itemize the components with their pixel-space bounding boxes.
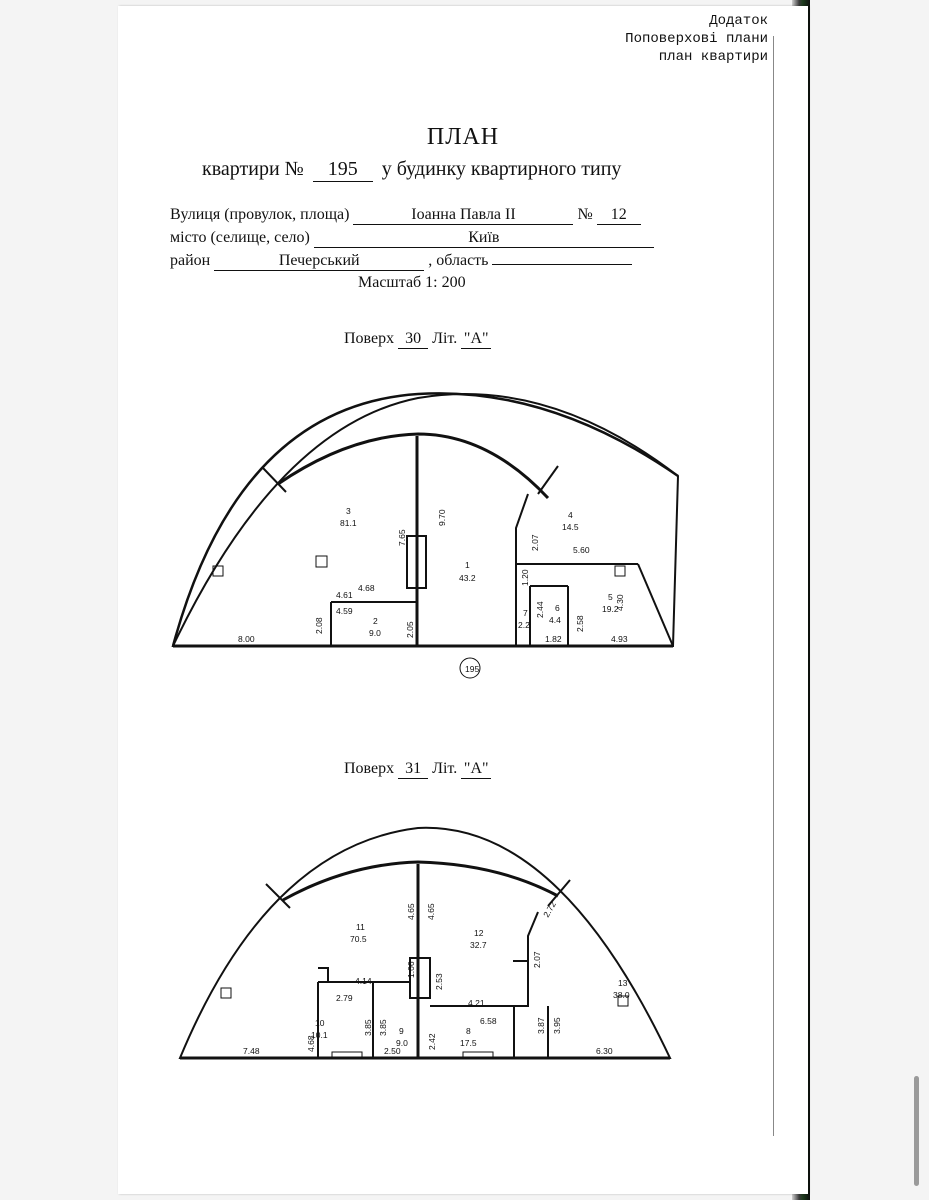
dimension: 4.68 — [306, 1035, 316, 1052]
dimension: 7.48 — [243, 1046, 260, 1056]
room-number: 6 — [555, 603, 560, 613]
dimension: 1.20 — [520, 569, 530, 586]
floor-31-labels — [243, 899, 630, 1056]
street-label: Вулиця (провулок, площа) — [170, 206, 350, 223]
dimension: 4.65 — [406, 903, 416, 920]
dimension: 2.07 — [530, 534, 540, 551]
city-label: місто (селище, село) — [170, 229, 310, 246]
room-number: 10 — [315, 1018, 325, 1028]
room-area: 70.5 — [350, 934, 367, 944]
room-number: 7 — [523, 608, 528, 618]
dimension: 2.50 — [384, 1046, 401, 1056]
floor-number: 30 — [398, 330, 428, 349]
district-label: район — [170, 252, 211, 269]
inner-arc — [283, 862, 558, 900]
dimension: 4.30 — [615, 594, 625, 611]
floor-label-prefix: Поверх — [344, 760, 395, 777]
dimension: 3.85 — [363, 1019, 373, 1036]
appendix-line-2: Поповерхові плани — [625, 31, 768, 47]
apartment-number: 195 — [313, 158, 373, 182]
room-number: 11 — [356, 922, 365, 932]
dimension: 2.05 — [405, 621, 415, 638]
dimension: 4.14 — [355, 976, 372, 986]
dimension: 4.61 — [336, 590, 353, 600]
room-number: 2 — [373, 616, 378, 626]
dimension: 2.72 — [541, 899, 559, 919]
floor-number: 31 — [398, 760, 428, 779]
dimension: 4.21 — [468, 998, 485, 1008]
room-number: 8 — [466, 1026, 471, 1036]
room-area: 9.0 — [369, 628, 381, 638]
room-number: 4 — [568, 510, 573, 520]
room-number: 12 — [474, 928, 484, 938]
dimension: 1.06 — [406, 961, 416, 978]
column-marker — [221, 988, 231, 998]
subtitle-prefix: квартири № — [202, 158, 304, 180]
dimension: 3.85 — [378, 1019, 388, 1036]
room-area: 4.4 — [549, 615, 561, 625]
dimension: 5.60 — [573, 545, 590, 555]
lit-value: "А" — [461, 330, 491, 349]
room-area: 38.0 — [613, 990, 630, 1000]
document-page — [118, 6, 808, 1194]
dimension: 2.44 — [535, 601, 545, 618]
room-area: 19.2 — [602, 604, 619, 614]
dimension: 4.65 — [426, 903, 436, 920]
lit-label: Літ. — [432, 330, 458, 347]
room-number: 9 — [399, 1026, 404, 1036]
dimension: 9.70 — [437, 509, 447, 526]
dimension: 4.93 — [611, 634, 628, 644]
dimension: 2.58 — [575, 615, 585, 632]
dimension: 3.95 — [552, 1017, 562, 1034]
room-8-wall — [430, 912, 538, 1006]
room-number: 13 — [618, 978, 628, 988]
dimension: 6.30 — [596, 1046, 613, 1056]
dimension: 3.87 — [536, 1017, 546, 1034]
dimension: 2.08 — [314, 617, 324, 634]
scrollbar-thumb[interactable] — [914, 1076, 919, 1186]
room-area: 43.2 — [459, 573, 476, 583]
dimension: 6.58 — [480, 1016, 497, 1026]
dimension: 4.68 — [358, 583, 375, 593]
dimension: 2.79 — [336, 993, 353, 1003]
floor-31-plan — [118, 6, 808, 1194]
room-number: 5 — [608, 592, 613, 602]
appendix-line-3: план квартири — [658, 49, 768, 65]
room-area: 17.5 — [460, 1038, 477, 1048]
scale-label: Масштаб 1: 200 — [358, 274, 466, 291]
room-area: 32.7 — [470, 940, 487, 950]
dimension: 8.00 — [238, 634, 255, 644]
region-label: , область — [428, 252, 489, 269]
dimension: 2.53 — [434, 973, 444, 990]
room-number: 1 — [465, 560, 470, 570]
dimension: 4.59 — [336, 606, 353, 616]
city-value: Київ — [314, 229, 654, 248]
room-area: 14.5 — [562, 522, 579, 532]
dimension: 7.65 — [397, 529, 407, 546]
room-area: 10.1 — [311, 1030, 328, 1040]
dimension: 1.82 — [545, 634, 562, 644]
dimension: 2.07 — [532, 951, 542, 968]
number-label: № — [577, 206, 593, 223]
street-value: Іоанна Павла II — [353, 206, 573, 225]
floor-label-prefix: Поверх — [344, 330, 395, 347]
apartment-marker: 195 — [465, 664, 480, 674]
district-value: Печерський — [214, 252, 424, 271]
corner-detail — [318, 968, 328, 982]
room-number: 3 — [346, 506, 351, 516]
dimension: 2.42 — [427, 1033, 437, 1050]
lit-label: Літ. — [432, 760, 458, 777]
document-title: ПЛАН — [426, 124, 500, 150]
subtitle-suffix: у будинку квартирного типу — [381, 158, 622, 180]
building-number: 12 — [597, 206, 641, 225]
lit-value: "А" — [461, 760, 491, 779]
room-area: 81.1 — [340, 518, 357, 528]
kitchen-detail — [513, 961, 528, 976]
room-area: 9.0 — [396, 1038, 408, 1048]
room-area: 2.2 — [518, 620, 530, 630]
appendix-line-1: Додаток — [709, 13, 768, 29]
wall-stub-left — [266, 884, 290, 908]
